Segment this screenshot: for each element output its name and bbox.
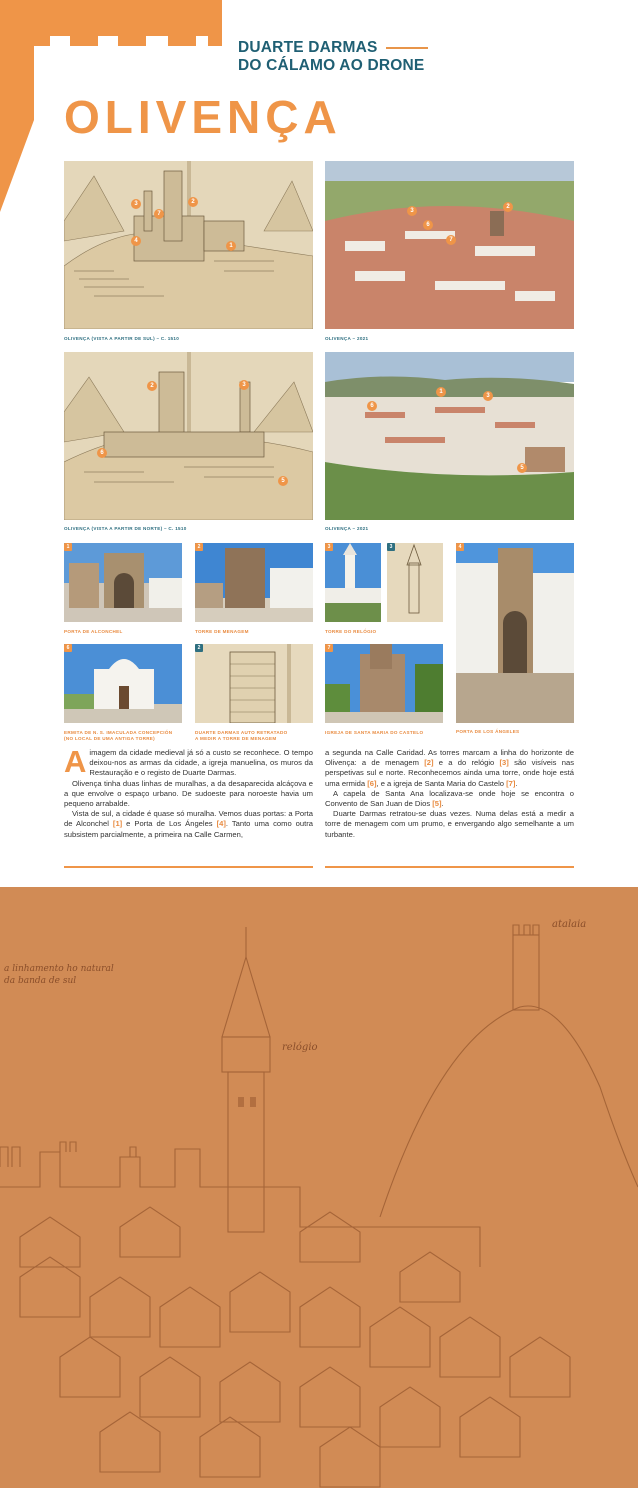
marker-2: 2 bbox=[147, 381, 157, 391]
right-p3: Duarte Darmas retratou-se duas vezes. Numa delas está a medir a torre de menagem com um prumo, e envergando algo semelhante a um turbante. bbox=[325, 809, 574, 839]
badge-3-teal: 3 bbox=[387, 543, 395, 551]
marker-3: 3 bbox=[239, 380, 249, 390]
photo-ermita bbox=[64, 644, 182, 723]
caption-porta-alconchel: PORTA DE ALCONCHEL bbox=[64, 629, 123, 634]
caption-self-portrait bbox=[195, 730, 287, 741]
aerial-photo-2021-north bbox=[325, 352, 574, 520]
caption-torre-menagem: TORRE DE MENAGEM bbox=[195, 629, 249, 634]
photo-porta-los-angeles bbox=[456, 543, 574, 723]
photo-torre-menagem bbox=[195, 543, 313, 622]
right-p2: A capela de Santa Ana localizava-se onde hoje se encontra o Convento de San Juan de Dios [5]. bbox=[325, 788, 574, 809]
marker-6: 6 bbox=[367, 401, 377, 411]
aerial-photo-2021-south bbox=[325, 161, 574, 329]
label-alinhamento bbox=[4, 963, 114, 987]
marker-6: 6 bbox=[423, 220, 433, 230]
label-relogio: relógio bbox=[282, 1042, 318, 1053]
marker-5: 5 bbox=[517, 463, 527, 473]
drawing-self-portrait bbox=[195, 644, 313, 723]
marker-6: 6 bbox=[97, 448, 107, 458]
caption-drawing-south: OLIVENÇA (VISTA A PARTIR DE SUL) – C. 1510 bbox=[64, 336, 180, 341]
marker-1: 1 bbox=[226, 241, 236, 251]
photo-torre-relogio bbox=[325, 543, 381, 622]
drawing-torre-relogio bbox=[387, 543, 443, 622]
marker-5: 5 bbox=[278, 476, 288, 486]
series-line-2: DO CÁLAMO AO DRONE bbox=[238, 56, 425, 74]
drop-cap: A bbox=[64, 744, 87, 779]
marker-4: 4 bbox=[131, 236, 141, 246]
badge-6: 6 bbox=[64, 644, 72, 652]
caption-self-portrait-line1: DUARTE DARMAS AUTO RETRATADO bbox=[195, 730, 288, 735]
caption-igreja-santa-maria: IGREJA DE SANTA MARIA DO CASTELO bbox=[325, 730, 424, 735]
marker-3: 3 bbox=[131, 199, 141, 209]
badge-7: 7 bbox=[325, 644, 333, 652]
badge-1: 1 bbox=[64, 543, 72, 551]
drawing-south-1510 bbox=[64, 161, 313, 329]
marker-3: 3 bbox=[407, 206, 417, 216]
marker-7: 7 bbox=[446, 235, 456, 245]
sepia-drawing-panorama bbox=[0, 887, 638, 1488]
caption-aerial-south: OLIVENÇA – 2021 bbox=[325, 336, 369, 341]
badge-2: 2 bbox=[195, 543, 203, 551]
series-line-1: DUARTE DARMAS bbox=[238, 39, 378, 56]
marker-7: 7 bbox=[154, 209, 164, 219]
caption-torre-relogio: TORRE DO RELÓGIO bbox=[325, 629, 377, 634]
body-text-right bbox=[325, 748, 574, 840]
drawing-north-1510 bbox=[64, 352, 313, 520]
divider-right bbox=[325, 866, 574, 868]
divider-left bbox=[64, 866, 313, 868]
series-title bbox=[238, 39, 428, 74]
photo-igreja-santa-maria bbox=[325, 644, 443, 723]
left-p2: Olivença tinha duas linhas de muralhas, a da desaparecida alcáçova e a que envolve o espaço urbano. De sudoeste para noroeste havia um pequeno arrabalde. bbox=[64, 778, 313, 809]
marker-2: 2 bbox=[188, 197, 198, 207]
body-text-left bbox=[64, 744, 313, 840]
caption-aerial-north: OLIVENÇA – 2021 bbox=[325, 526, 369, 531]
caption-ermita-line1: ERMITA DE N. S. IMACULADA CONCEPCIÓN bbox=[64, 730, 173, 735]
left-p3: Vista de sul, a cidade é quase só muralha. Vemos duas portas: a Porta de Alconchel [1] e Porta de Los Ángeles [4]. Tanto uma como outra subsistem parcialmente, a primeira na Calle Carmen, bbox=[64, 809, 313, 839]
badge-3: 3 bbox=[325, 543, 333, 551]
caption-ermita bbox=[64, 730, 172, 741]
marker-2: 2 bbox=[503, 202, 513, 212]
right-p1: a segunda na Calle Caridad. As torres marcam a linha do horizonte de Olivença: a de menagem [2] e a do relógio [3] são visíveis nas perspetivas sul e norte. Reconhecemos ainda uma torre, onde hoje está uma ermida [6], e a igreja de Santa Maria do Castelo [7]. bbox=[325, 748, 574, 788]
page-title: OLIVENÇA bbox=[64, 91, 342, 143]
caption-ermita-line2: (NO LOCAL DE UMA ANTIGA TORRE) bbox=[64, 735, 156, 741]
badge-2-teal: 2 bbox=[195, 644, 203, 652]
marker-3: 3 bbox=[483, 391, 493, 401]
series-rule bbox=[386, 47, 428, 49]
caption-self-portrait-line2: A MEDIR A TORRE DE MENAGEM bbox=[195, 735, 277, 741]
badge-4: 4 bbox=[456, 543, 464, 551]
caption-porta-los-angeles: PORTA DE LOS ÁNGELES bbox=[456, 729, 520, 734]
left-p1: imagem da cidade medieval já só a custo se reconhece. O tempo deixou-nos as armas da cidade, a igreja manuelina, os muros da Restauração e o registo de Duarte Darmas. bbox=[89, 748, 313, 778]
label-atalaia: atalaia bbox=[552, 919, 587, 930]
caption-drawing-north: OLIVENÇA (VISTA A PARTIR DE NORTE) – C. 1510 bbox=[64, 526, 187, 531]
label-alinhamento-line2: da banda de sul bbox=[4, 976, 77, 986]
photo-porta-alconchel bbox=[64, 543, 182, 622]
label-alinhamento-line1: a linhamento ho natural bbox=[4, 964, 114, 974]
marker-1: 1 bbox=[436, 387, 446, 397]
